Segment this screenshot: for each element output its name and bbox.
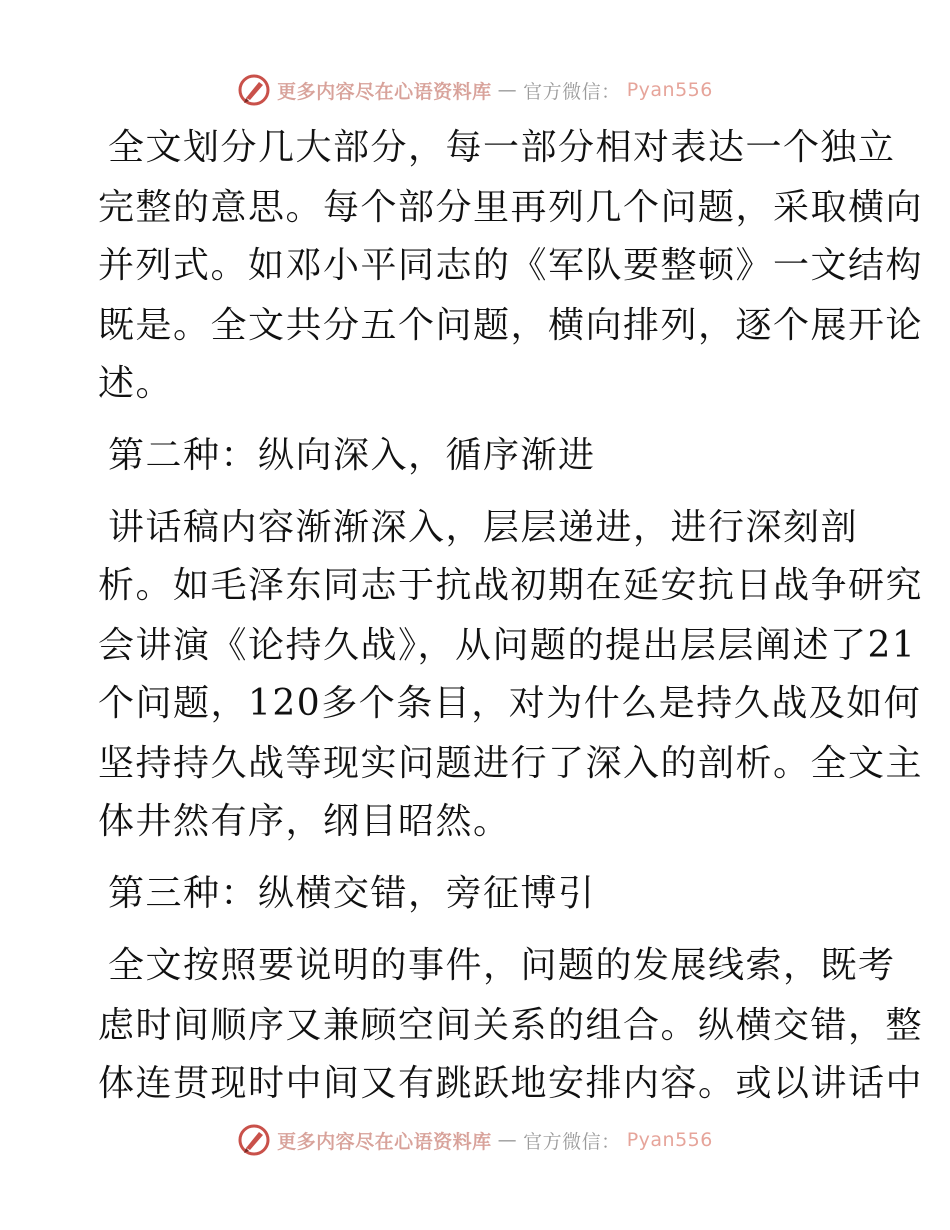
watermark-wechat-id: Pyan556 bbox=[626, 1129, 713, 1151]
body-line: 体井然有序，纲目昭然。 bbox=[98, 801, 511, 842]
body-line: 全文按照要说明的事件，问题的发展线索，既考 bbox=[108, 945, 896, 986]
body-line: 坚持持久战等现实问题进行了深入的剖析。全文主 bbox=[98, 743, 924, 784]
watermark-text: 更多内容尽在心语资料库 bbox=[277, 80, 492, 103]
body-line: 体连贯现时中间又有跳跃地安排内容。或以讲话中 bbox=[98, 1063, 924, 1104]
body-line: 述。 bbox=[98, 363, 174, 404]
section-heading: 第二种：纵向深入，循序渐进 bbox=[108, 435, 596, 476]
body-line: 析。如毛泽东同志于抗战初期在延安抗日战争研究 bbox=[98, 565, 924, 606]
body-line: 个问题，120多个条目，对为什么是持久战及如何 bbox=[98, 683, 922, 724]
body-line: 讲话稿内容渐渐深入，层层递进，进行深刻剖 bbox=[108, 507, 859, 548]
body-line: 既是。全文共分五个问题，横向排列，逐个展开论 bbox=[98, 305, 924, 346]
body-line: 全文划分几大部分，每一部分相对表达一个独立 bbox=[108, 127, 896, 168]
pen-logo-icon bbox=[237, 1123, 271, 1157]
header-watermark bbox=[0, 70, 950, 110]
body-line: 会讲演《论持久战》，从问题的提出层层阐述了21 bbox=[98, 625, 917, 666]
watermark-label: 官方微信： bbox=[523, 80, 621, 103]
watermark-label: 官方微信： bbox=[523, 1130, 621, 1153]
watermark-wechat-id: Pyan556 bbox=[626, 79, 713, 101]
section-heading: 第三种：纵横交错，旁征博引 bbox=[108, 873, 596, 914]
watermark-text: 更多内容尽在心语资料库 bbox=[277, 1130, 492, 1153]
body-line: 虑时间顺序又兼顾空间关系的组合。纵横交错，整 bbox=[98, 1005, 924, 1046]
pen-logo-icon bbox=[237, 73, 271, 107]
watermark-dash: — bbox=[497, 1129, 518, 1151]
body-line: 完整的意思。每个部分里再列几个问题，采取横向 bbox=[98, 187, 924, 228]
watermark-dash: — bbox=[497, 79, 518, 101]
footer-watermark bbox=[0, 1120, 950, 1160]
body-line: 并列式。如邓小平同志的《军队要整顿》一文结构 bbox=[98, 245, 924, 286]
